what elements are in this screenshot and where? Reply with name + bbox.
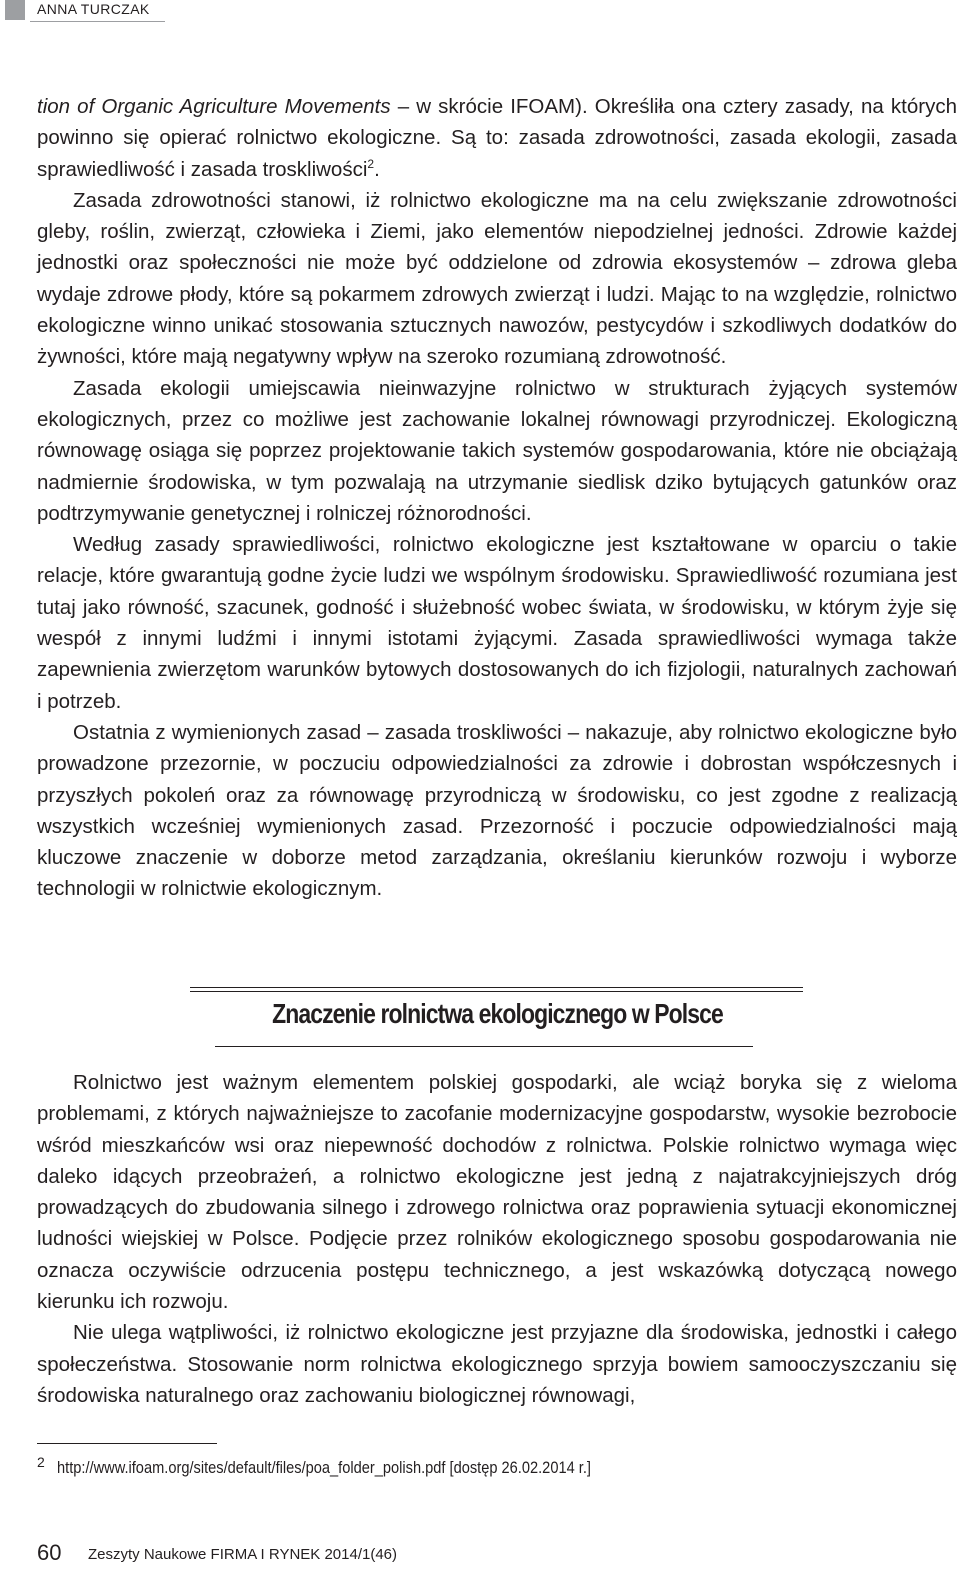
running-header — [0, 0, 960, 24]
footnote-ref: 2 — [367, 156, 375, 171]
paragraph-health: Zasada zdrowotności stanowi, iż rolnictwo ekologiczne ma na celu zwiększanie zdrowotności gleby, roślin, zwierząt, człowieka i Ziemi, jako elementów niepodzielnej jedności. Zdrowie każdej jednostki oraz społeczności nie może być oddzielone od zdrowia ekosystemów – zdrowa gleba wydaje zdrowe płody, które są pokarmem zdrowych zwierząt i ludzi. Mając to na względzie, rolnictwo ekologiczne winno unikać stosowania sztucznych nawozów, pestycydów i szkodliwych dodatków do żywności, które mają negatywny wpływ na szeroko rozumianą zdrowotność. — [37, 188, 957, 369]
page-number: 60 — [37, 1540, 62, 1565]
paragraph-ecology: Zasada ekologii umiejscawia nieinwazyjne rolnictwo w strukturach żyjących systemów ekologicznych, przez co możliwe jest zachowanie lokalnej równowagi przyrodniczej. Ekologiczną równowagę osiąga się poprzez projektowanie takich systemów gospodarowania, które nie obciążają nadmiernie środowiska, w tym pozwalają na utrzymanie siedlisk dziko bytujących gatunków oraz podtrzymywanie genetycznej i rolniczej różnorodności. — [37, 376, 957, 525]
section-heading: Znaczenie rolnictwa ekologicznego w Polsce — [272, 998, 723, 1029]
footnote-rule — [37, 1443, 217, 1444]
header-square-marker — [5, 0, 25, 20]
main-text-block-2 — [37, 1067, 957, 1411]
footnote-link[interactable]: http://www.ifoam.org/sites/default/files/poa_folder_polish.pdf [dostęp 26.02.2014 r.] — [57, 1458, 591, 1477]
footnote-number: 2 — [37, 1454, 45, 1470]
paragraph-1 — [37, 91, 957, 185]
header-author: ANNA TURCZAK — [37, 1, 150, 17]
paragraph-1-end: . — [374, 157, 380, 181]
section-rule-bottom — [215, 1046, 753, 1047]
main-text-block-1 — [37, 91, 957, 905]
header-rule — [30, 21, 165, 22]
paragraph-1-text: – w skrócie IFOAM). Określiła ona cztery zasady, na których powinno się opierać rolnictwo ekologiczne. Są to: zasada zdrowotności, zasada ekologii, zasada sprawiedliwość i zasada troskliwości — [37, 95, 957, 181]
journal-title: Zeszyty Naukowe FIRMA I RYNEK 2014/1(46) — [88, 1546, 398, 1563]
paragraph-poland-2: Nie ulega wątpliwości, iż rolnictwo ekologiczne jest przyjazne dla środowiska, jednostki i całego społeczeństwa. Stosowanie norm rolnictwa ekologicznego sprzyja bowiem samooczyszczaniu się środowiska naturalnego oraz zachowaniu biologicznej równowagi, — [37, 1321, 957, 1407]
section-rule-top — [190, 987, 803, 992]
italic-org-name: tion of Organic Agriculture Movements — [37, 95, 391, 118]
paragraph-fairness: Według zasady sprawiedliwości, rolnictwo ekologiczne jest kształtowane w oparciu o takie relacje, które gwarantują godne życie ludzi we wspólnym środowisku. Sprawiedliwość rozumiana jest tutaj jako równość, szacunek, godność i służebność wobec świata, w środowisku, w którym żyje się wespół z innymi ludźmi i innymi istotami żyjącymi. Zasada sprawiedliwości wymaga także zapewnienia zwierzętom warunków bytowych dostosowanych do ich fizjologii, naturalnych zachowań i potrzeb. — [37, 533, 957, 713]
paragraph-care: Ostatnia z wymienionych zasad – zasada troskliwości – nakazuje, aby rolnictwo ekologiczne było prowadzone przezornie, w poczuciu odpowiedzialności za zdrowie i dobrostan współczesnych i przyszłych pokoleń oraz za równowagę przyrodniczą w środowisku, co jest zgodne z realizacją wszystkich wcześniej wymienionych zasad. Przezorność i poczucie odpowiedzialności mają kluczowe znaczenie w doborze metod zarządzania, określaniu kierunków rozwoju i wyborze technologii w rolnictwie ekologicznym. — [37, 720, 957, 901]
paragraph-poland-1: Rolnictwo jest ważnym elementem polskiej gospodarki, ale wciąż boryka się z wieloma problemami, z których najważniejsze to zacofanie modernizacyjne gospodarstw, wysokie bezrobocie wśród mieszkańców wsi oraz niepewność dochodów z rolnictwa. Polskie rolnictwo wymaga więc daleko idących przeobrażeń, a rolnictwo ekologiczne jest jedną z najatrakcyjniejszych dróg prowadzących do zbudowania silnego i zdrowego rolnictwa oraz poprawienia sytuacji ekonomicznej ludności wiejskiej w Polsce. Podjęcie przez rolników ekologicznego sposobu gospodarowania nie oznacza oczywiście odrzucenia postępu technicznego, a jest wskazówką dotyczącą nowego kierunku ich rozwoju. — [37, 1071, 957, 1314]
